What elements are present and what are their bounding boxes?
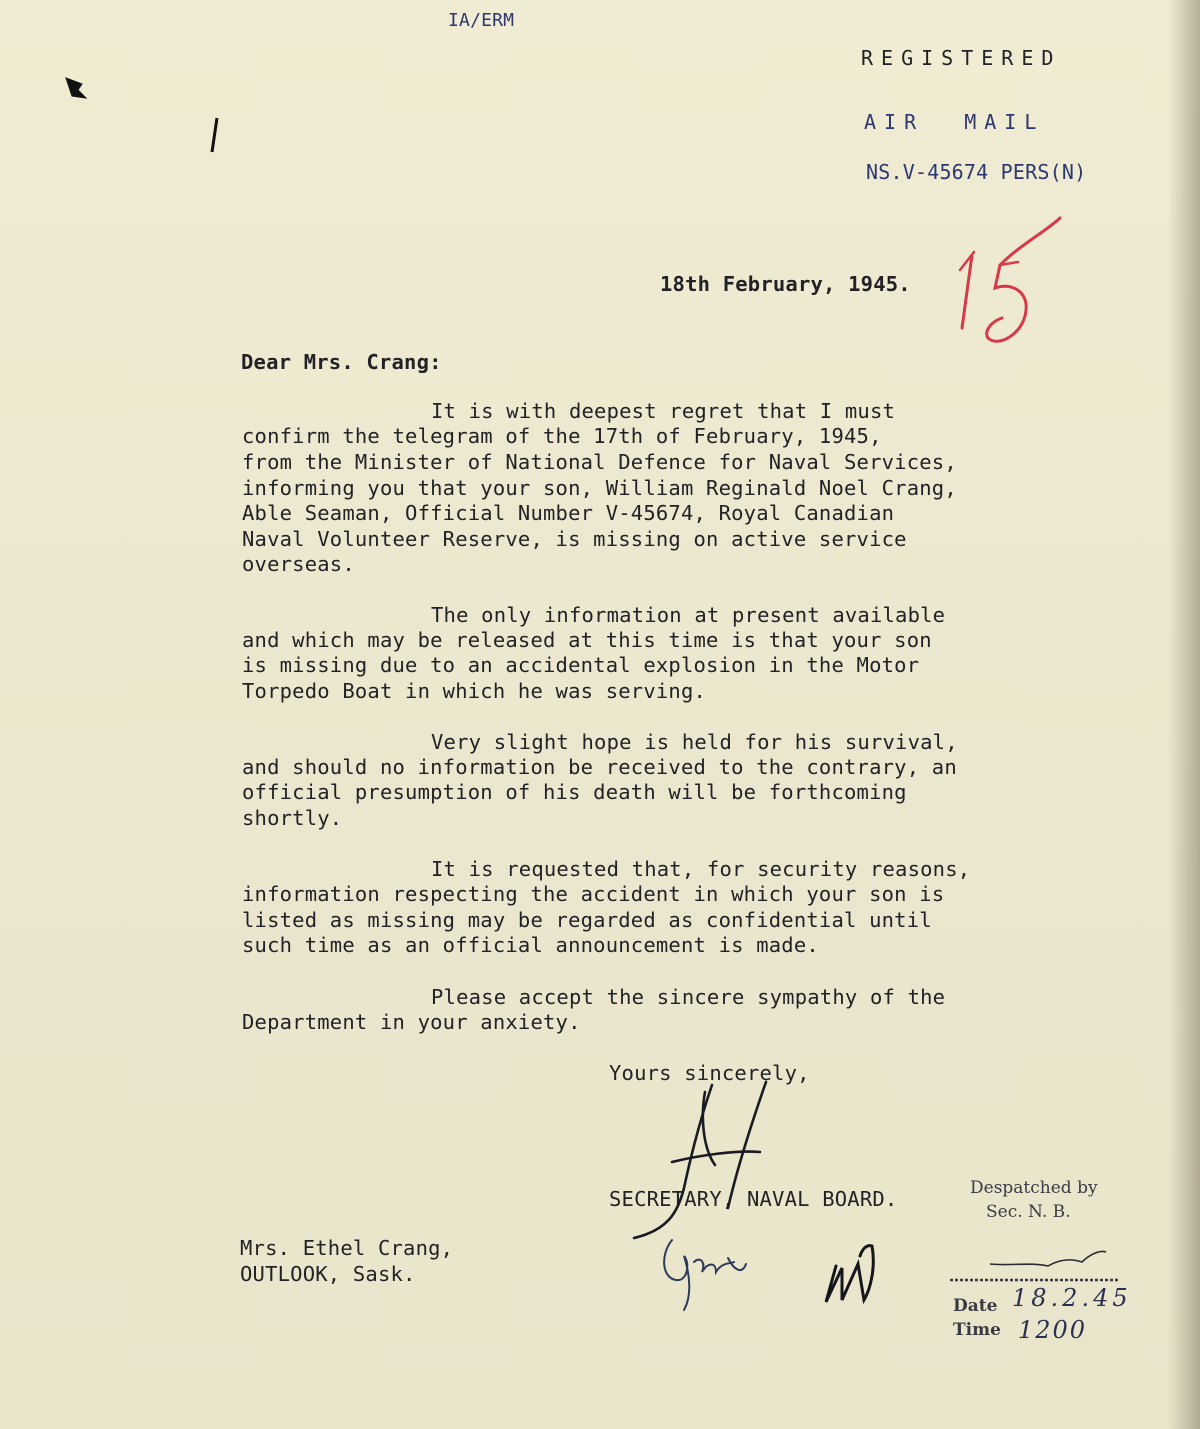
paragraph-line: official presumption of his death will be forthcoming (242, 780, 907, 804)
paragraph-line: from the Minister of National Defence for Naval Services, (242, 450, 957, 474)
stamp-date-value: 18.2.45 (1012, 1284, 1132, 1312)
paragraph-line: Department in your anxiety. (242, 1010, 581, 1034)
paragraph-line: It is with deepest regret that I must (431, 399, 896, 423)
stamp-time-value: 1200 (1018, 1316, 1088, 1344)
paragraph-line: Naval Volunteer Reserve, is missing on active service (242, 527, 907, 551)
paragraph-line: shortly. (242, 806, 343, 830)
despatch-stamp-marks (950, 1251, 1118, 1280)
paragraph-line: It is requested that, for security reasons, (431, 857, 971, 881)
addressee-name: Mrs. Ethel Crang, (240, 1236, 454, 1260)
reference-code: IA/ERM (448, 10, 515, 31)
letter-date: 18th February, 1945. (660, 272, 911, 296)
paragraph-line: The only information at present available (431, 603, 946, 627)
paragraph-line: informing you that your son, William Reginald Noel Crang, (242, 476, 957, 500)
signatory-title: SECRETARY, NAVAL BOARD. (609, 1187, 898, 1211)
paragraph-line: information respecting the accident in which your son is (242, 882, 945, 906)
paragraph-line: and should no information be received to the contrary, an (242, 755, 957, 779)
initials-signature (664, 1240, 746, 1310)
addressee-place: OUTLOOK, Sask. (240, 1262, 416, 1286)
paragraph-line: Please accept the sincere sympathy of the (431, 985, 946, 1009)
paragraph-line: listed as missing may be regarded as confidential until (242, 908, 932, 932)
paragraph-line: Torpedo Boat in which he was serving. (242, 679, 707, 703)
despatched-by-office: Sec. N. B. (986, 1202, 1071, 1222)
paragraph-line: confirm the telegram of the 17th of February, 1945, (242, 424, 882, 448)
paragraph-line: overseas. (242, 552, 355, 576)
w-initials (826, 1246, 873, 1302)
registered-label: REGISTERED (861, 46, 1062, 70)
stray-ink-marks (66, 78, 217, 152)
salutation: Dear Mrs. Crang: (241, 350, 442, 374)
paragraph-line: Able Seaman, Official Number V-45674, Royal Canadian (242, 501, 895, 525)
paragraph-line: such time as an official announcement is made. (242, 933, 819, 957)
paragraph-line: Very slight hope is held for his survival, (431, 730, 958, 754)
air-mail-label: AIR MAIL (864, 110, 1045, 134)
file-number: NS.V-45674 PERS(N) (866, 160, 1087, 184)
closing: Yours sincerely, (609, 1061, 810, 1085)
paragraph-line: is missing due to an accidental explosion in the Motor (242, 653, 920, 677)
paragraph-line: and which may be released at this time is that your son (242, 628, 932, 652)
despatched-by-label: Despatched by (970, 1178, 1098, 1198)
secretary-signature (634, 1082, 766, 1238)
stamp-date-label: Date (953, 1296, 998, 1316)
stamp-time-label: Time (953, 1320, 1001, 1340)
